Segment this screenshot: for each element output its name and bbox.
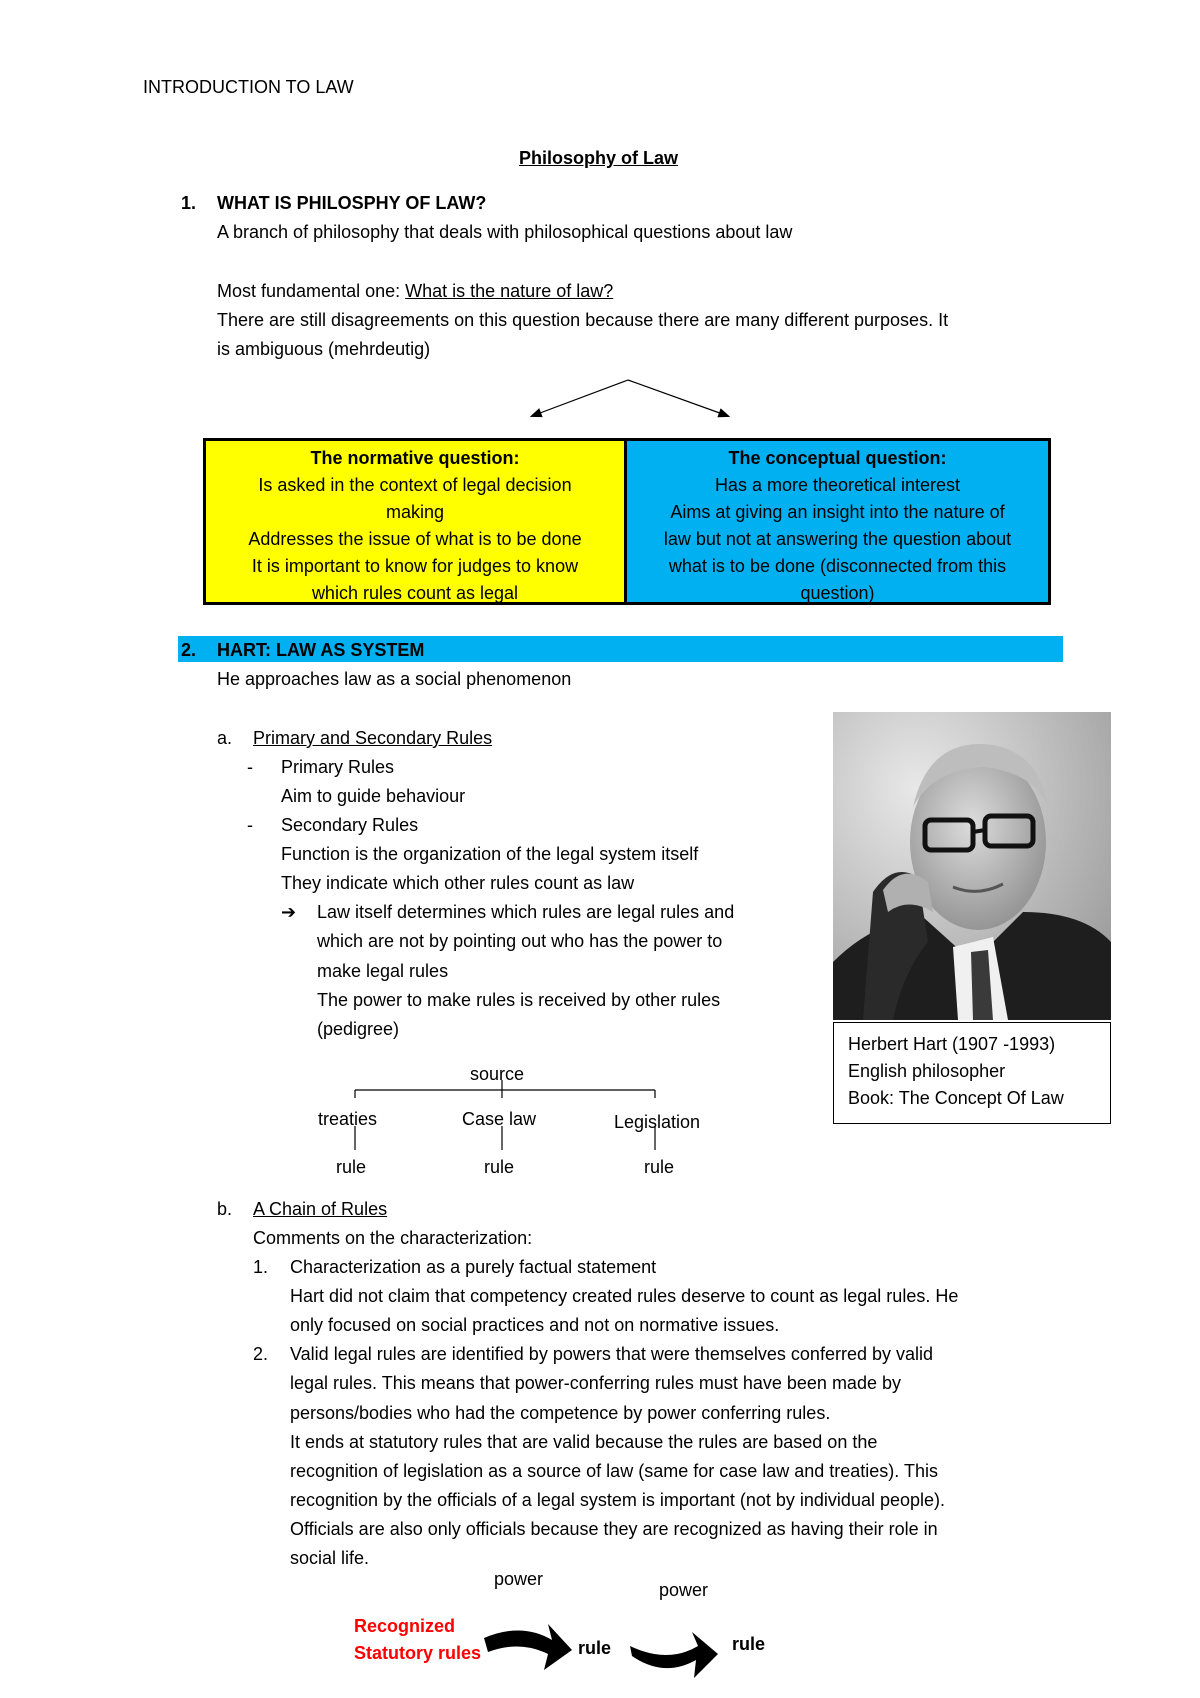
- subsection-a-title: Primary and Secondary Rules: [253, 728, 493, 748]
- conceptual-line2: Aims at giving an insight into the nature of: [670, 502, 1005, 522]
- subsection-a-label: a.: [217, 728, 233, 748]
- arrow-point-line4: The power to make rules is received by other rules: [317, 990, 721, 1010]
- conceptual-line3: law but not at answering the question about: [663, 529, 1012, 549]
- chain-recognized-line2: Statutory rules: [354, 1643, 482, 1663]
- section-2-intro: He approaches law as a social phenomenon: [217, 669, 572, 689]
- conceptual-line5: question): [800, 583, 875, 603]
- arrow-right: [628, 380, 728, 416]
- section-2-number: 2.: [181, 640, 197, 660]
- primary-rules-label: Primary Rules: [281, 757, 395, 777]
- primary-rules-desc: Aim to guide behaviour: [281, 786, 466, 806]
- nature-of-law-question: What is the nature of law?: [405, 281, 614, 301]
- item-2-line7: Officials are also only officials because they are recognized as having their role in: [290, 1519, 938, 1539]
- caption-book: Book: The Concept Of Law: [848, 1088, 1064, 1108]
- normative-line1: Is asked in the context of legal decision: [258, 475, 572, 495]
- item-1-line2: only focused on social practices and not on normative issues.: [290, 1315, 780, 1335]
- normative-title: The normative question:: [310, 448, 520, 468]
- item-1-line1: Hart did not claim that competency created rules deserve to count as legal rules. He: [290, 1286, 959, 1306]
- section-1-heading: WHAT IS PHILOSPHY OF LAW?: [217, 193, 487, 213]
- item-2-line2: legal rules. This means that power-conferring rules must have been made by: [290, 1373, 901, 1393]
- tree-child-treaties: treaties: [318, 1109, 378, 1129]
- chain-power-label-2: power: [659, 1580, 709, 1600]
- normative-line2: making: [385, 502, 445, 522]
- tree-leaf-rule-1: rule: [336, 1157, 367, 1177]
- arrow-left: [532, 380, 628, 416]
- arrow-point-line1: Law itself determines which rules are legal rules and: [317, 902, 735, 922]
- caption-name: Herbert Hart (1907 -1993): [848, 1034, 1056, 1054]
- chain-arrow-1: [482, 1618, 574, 1674]
- chain-rule-1: rule: [578, 1638, 612, 1658]
- list-number-2: 2.: [253, 1344, 269, 1364]
- arrow-point-line2: which are not by pointing out who has the power to: [317, 931, 723, 951]
- chain-recognized-line1: Recognized: [354, 1616, 456, 1636]
- normative-line5: which rules count as legal: [311, 583, 519, 603]
- arrow-point-line3: make legal rules: [317, 961, 449, 981]
- tree-leaf-rule-2: rule: [484, 1157, 515, 1177]
- section-1-number: 1.: [181, 193, 197, 213]
- secondary-rules-desc2: They indicate which other rules count as law: [281, 873, 635, 893]
- fundamental-question-prefix: Most fundamental one:: [217, 281, 406, 301]
- conceptual-line4: what is to be done (disconnected from this: [668, 556, 1007, 576]
- chain-power-label-1: power: [494, 1569, 544, 1589]
- secondary-rules-desc1: Function is the organization of the legal system itself: [281, 844, 699, 864]
- tree-child-legislation: Legislation: [614, 1112, 701, 1132]
- item-2-line5: recognition of legislation as a source of law (same for case law and treaties). This: [290, 1461, 938, 1481]
- subsection-b-label: b.: [217, 1199, 233, 1219]
- item-2-line6: recognition by the officials of a legal system is important (not by individual people).: [290, 1490, 946, 1510]
- subsection-b-title: A Chain of Rules: [253, 1199, 388, 1219]
- section-2-heading: HART: LAW AS SYSTEM: [217, 640, 425, 660]
- conceptual-line1: Has a more theoretical interest: [714, 475, 961, 495]
- chain-arrow-2: [628, 1628, 720, 1684]
- chain-rule-2: rule: [732, 1634, 766, 1654]
- normative-question-box: [203, 438, 627, 605]
- portrait-caption-box: [833, 1022, 1111, 1124]
- dash-bullet-2: -: [247, 815, 253, 835]
- conceptual-title: The conceptual question:: [728, 448, 947, 468]
- hart-portrait-image: [833, 712, 1111, 1020]
- tree-root-source: source: [470, 1064, 525, 1084]
- section-1-definition: A branch of philosophy that deals with philosophical questions about law: [217, 222, 793, 242]
- item-1-title: Characterization as a purely factual statement: [290, 1257, 657, 1277]
- normative-line3: Addresses the issue of what is to be done: [248, 529, 582, 549]
- item-2-line4: It ends at statutory rules that are valid because the rules are based on the: [290, 1432, 878, 1452]
- subsection-b-intro: Comments on the characterization:: [253, 1228, 533, 1248]
- caption-role: English philosopher: [848, 1061, 1006, 1081]
- split-arrow-diagram: [520, 375, 740, 425]
- page-title: Philosophy of Law: [519, 148, 679, 168]
- item-2-line3: persons/bodies who had the competence by power conferring rules.: [290, 1403, 831, 1423]
- tree-child-case-law: Case law: [462, 1109, 537, 1129]
- fundamental-question: [217, 281, 613, 303]
- tree-leaf-rule-3: rule: [644, 1157, 675, 1177]
- dash-bullet-1: -: [247, 757, 253, 777]
- arrow-bullet-icon: ➔: [281, 902, 297, 922]
- section-1-para-line1: There are still disagreements on this question because there are many different purposes. It: [217, 310, 949, 330]
- item-2-line8: social life.: [290, 1548, 370, 1568]
- section-1-para-line2: is ambiguous (mehrdeutig): [217, 339, 431, 359]
- page-header: INTRODUCTION TO LAW: [143, 77, 354, 97]
- normative-line4: It is important to know for judges to know: [251, 556, 579, 576]
- conceptual-question-box: [624, 438, 1051, 605]
- item-2-line1: Valid legal rules are identified by powers that were themselves conferred by valid: [290, 1344, 933, 1364]
- secondary-rules-label: Secondary Rules: [281, 815, 419, 835]
- list-number-1: 1.: [253, 1257, 269, 1277]
- arrow-point-line5: (pedigree): [317, 1019, 400, 1039]
